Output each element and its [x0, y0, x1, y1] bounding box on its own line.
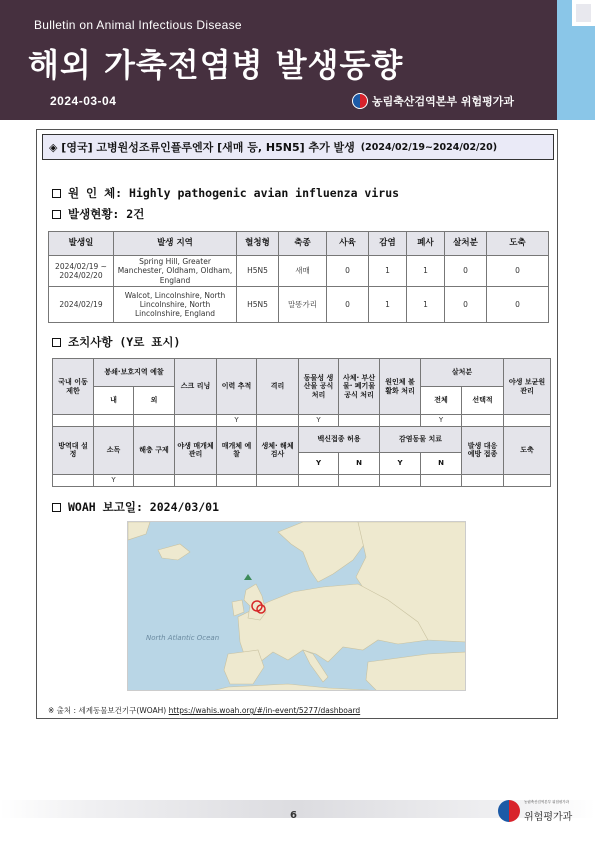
outbreak-table [48, 231, 549, 323]
cell [299, 474, 339, 486]
agency [352, 93, 514, 109]
status-line [52, 206, 144, 222]
pathogen-line [52, 185, 399, 201]
cell [53, 474, 94, 486]
report-period: (2024/02/19~2024/02/20) [360, 141, 498, 153]
issue-date: 2024-03-04 [50, 94, 117, 108]
table-row [49, 256, 549, 287]
source-prefix: ※ 출처 : 세계동물보건기구(WOAH) [48, 706, 167, 715]
cell: 말똥가리 [279, 287, 327, 323]
measures-line [52, 334, 180, 350]
page-number: 6 [290, 810, 297, 821]
col-header: 도축 [504, 426, 551, 474]
cell: H5N5 [237, 256, 279, 287]
cell [217, 474, 257, 486]
cell [380, 415, 421, 427]
cell [134, 415, 175, 427]
cell [339, 415, 380, 427]
pathogen-text: 원 인 체: Highly pathogenic avian influenza virus [68, 186, 400, 200]
measures-header-row [53, 359, 551, 387]
outbreak-map[interactable] [127, 521, 466, 691]
col-header: 야생 매개체 관리 [175, 426, 217, 474]
col-header: 발생 대응 예방 접종 [462, 426, 504, 474]
cell: 1 [407, 256, 445, 287]
cell: 새매 [279, 256, 327, 287]
cell [421, 474, 462, 486]
cell [134, 474, 175, 486]
cell [94, 415, 134, 427]
col-subheader: N [421, 452, 462, 474]
agency-logo-icon [352, 93, 368, 109]
cell [175, 474, 217, 486]
agency-name: 농림축산검역본부 위험평가과 [372, 95, 514, 108]
cell: 0 [487, 287, 549, 323]
col-header: 생체· 해체 검사 [257, 426, 299, 474]
cell [175, 415, 217, 427]
col-subheader: Y [380, 452, 421, 474]
ocean-label: North Atlantic Ocean [146, 634, 220, 642]
cell: 0 [445, 256, 487, 287]
col-header: 국내 이동 제한 [53, 359, 94, 415]
woah-date: WOAH 보고일: 2024/03/01 [68, 500, 220, 514]
header-tab-inner [576, 4, 591, 22]
cell: 1 [369, 287, 407, 323]
col-header: 사육 [327, 232, 369, 256]
cell: Y [299, 415, 339, 427]
map-svg [128, 522, 466, 691]
measures-table [52, 358, 551, 487]
measures-value-row [53, 474, 551, 486]
cell [380, 474, 421, 486]
source-link[interactable]: https://wahis.woah.org/#/in-event/5277/dashboard [168, 706, 361, 715]
col-header: 방역대 설정 [53, 426, 94, 474]
col-header: 축종 [279, 232, 327, 256]
col-header: 봉쇄·보호지역 예찰 [94, 359, 175, 387]
cell: 0 [327, 287, 369, 323]
checkbox-icon [52, 210, 61, 219]
col-header: 도축 [487, 232, 549, 256]
col-subheader: N [339, 452, 380, 474]
report-heading [42, 134, 554, 160]
bulletin-label: Bulletin on Animal Infectious Disease [34, 18, 242, 32]
col-header: 살처분 [445, 232, 487, 256]
cell [504, 474, 551, 486]
col-header: 백신접종 허용 [299, 426, 380, 452]
cell [339, 474, 380, 486]
status-text: 발생현황: 2건 [68, 207, 145, 221]
col-subheader: 선택적 [462, 387, 504, 415]
cell: Y [421, 415, 462, 427]
cell: 0 [445, 287, 487, 323]
measures-header-row [53, 426, 551, 452]
checkbox-icon [52, 503, 61, 512]
col-header: 원인체 불활화 처리 [380, 359, 421, 415]
col-header: 폐사 [407, 232, 445, 256]
col-header: 발생 지역 [114, 232, 237, 256]
col-header: 스크 리닝 [175, 359, 217, 415]
footer-agency: 농림축산검역본부 위험평가과 [524, 800, 570, 804]
page-title: 해외 가축전염병 발생동향 [28, 46, 404, 84]
col-header: 사체· 부산물· 폐기물 공식 처리 [339, 359, 380, 415]
checkbox-icon [52, 189, 61, 198]
col-header: 소독 [94, 426, 134, 474]
col-header: 이력 추적 [217, 359, 257, 415]
cell: Y [94, 474, 134, 486]
col-header: 감염동물 치료 [380, 426, 462, 452]
col-subheader: 전체 [421, 387, 462, 415]
cell: 2024/02/19 ~ 2024/02/20 [49, 256, 114, 287]
cell: 1 [369, 256, 407, 287]
woah-line [52, 499, 219, 515]
cell: 0 [327, 256, 369, 287]
col-header: 살처분 [421, 359, 504, 387]
source-note [48, 705, 360, 716]
cell [53, 415, 94, 427]
cell: Walcot, Lincolnshire, North Lincolnshire, North Lincolnshire, England [114, 287, 237, 323]
cell [257, 474, 299, 486]
cell: Spring Hill, Greater Manchester, Oldham, Oldham, England [114, 256, 237, 287]
col-header: 야생 보균원 관리 [504, 359, 551, 415]
cell [504, 415, 551, 427]
footer-department: 위험평가과 [524, 812, 573, 823]
col-header: 동물성 생산물 공식 처리 [299, 359, 339, 415]
col-subheader: 외 [134, 387, 175, 415]
footer-logo-icon [498, 800, 520, 822]
cell: 0 [487, 256, 549, 287]
cell: 1 [407, 287, 445, 323]
col-header: 발생일 [49, 232, 114, 256]
measures-heading: 조치사항 (Y로 표시) [68, 335, 181, 349]
checkbox-icon [52, 338, 61, 347]
measures-value-row [53, 415, 551, 427]
report-heading-text: ◈ [영국] 고병원성조류인플루엔자 [새매 등, H5N5] 추가 발생 [49, 141, 355, 154]
col-header: 매개체 예찰 [217, 426, 257, 474]
table-row [49, 287, 549, 323]
col-header: 감염 [369, 232, 407, 256]
cell: H5N5 [237, 287, 279, 323]
col-header: 혈청형 [237, 232, 279, 256]
col-subheader: Y [299, 452, 339, 474]
cell [257, 415, 299, 427]
cell: Y [217, 415, 257, 427]
cell [462, 474, 504, 486]
col-subheader: 내 [94, 387, 134, 415]
cell [462, 415, 504, 427]
cell: 2024/02/19 [49, 287, 114, 323]
col-header: 격리 [257, 359, 299, 415]
table-header-row [49, 232, 549, 256]
col-header: 해충 구제 [134, 426, 175, 474]
